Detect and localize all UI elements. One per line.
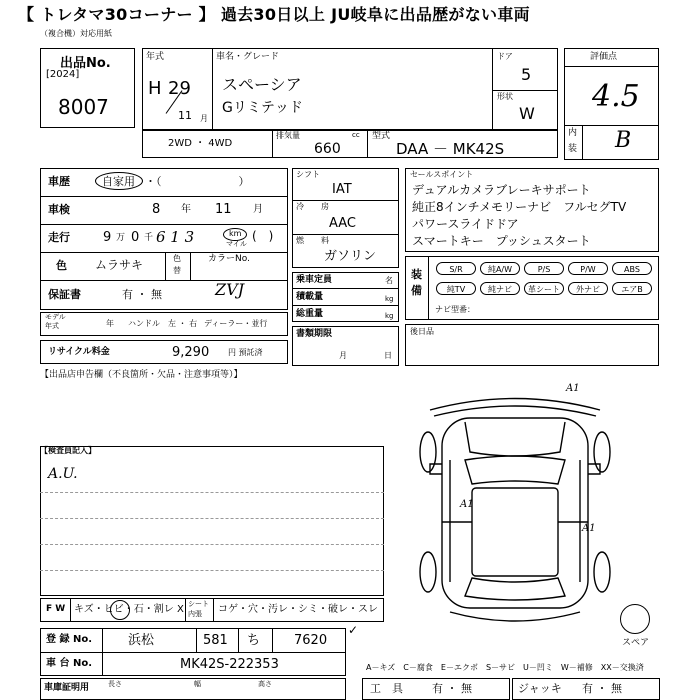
expiry-label: 書類期限 xyxy=(296,329,333,339)
grade-name: Gリミテッド xyxy=(222,100,303,116)
year-month: 11 xyxy=(178,109,192,122)
door-value: 5 xyxy=(521,65,532,84)
mileage-hand: 6 1 3 xyxy=(156,228,195,246)
fw-seat-label-1: シート xyxy=(188,600,209,608)
diagram-hood xyxy=(465,422,565,456)
diagram-wheel-fl xyxy=(420,432,436,472)
registration-class: 581 xyxy=(203,633,228,648)
diagram-front-bumper xyxy=(430,399,600,411)
chassis-label: 車 台 No. xyxy=(46,658,93,669)
warranty-options: 有 ・ 無 xyxy=(122,288,162,301)
type-value: DAA － MK42S xyxy=(396,140,505,158)
equipment-option: P/S xyxy=(524,262,564,275)
recycle-value: 9,290 xyxy=(172,345,210,360)
diagram-mark-3: A1 xyxy=(582,523,596,534)
shape-value: W xyxy=(519,104,535,123)
registration-number: 7620 xyxy=(294,633,328,648)
displacement-value: 660 xyxy=(314,141,341,157)
sales-line-4: スマートキー プッシュスタート xyxy=(412,234,591,248)
seller-note-label: 【出品店申告欄（不良箇所・欠品・注意事項等）】 xyxy=(40,370,243,380)
tools-label: 工 具 xyxy=(370,682,403,695)
year-month-unit: 月 xyxy=(200,114,208,123)
registration-kana: ち xyxy=(247,633,261,648)
capacity-label: 乗車定員 xyxy=(296,275,333,285)
diagram-front-bumper-inner xyxy=(434,406,596,416)
mileage-paren: ( ) xyxy=(252,229,274,243)
spare-label: スペア xyxy=(622,638,650,648)
sales-line-3: パワースライドドア xyxy=(412,217,519,231)
interior-label-2: 装 xyxy=(568,144,578,154)
fw-seat-label-2: 内張 xyxy=(188,610,202,618)
fuel-label-2: 料 xyxy=(321,236,329,245)
name-label: 車名・グレード xyxy=(216,52,280,62)
color-no-value: ZVJ xyxy=(215,280,245,299)
equipment-option: ABS xyxy=(612,262,652,275)
expiry-day-unit: 日 xyxy=(384,351,392,360)
registration-label: 登 録 No. xyxy=(46,634,93,645)
cert-width: 幅 xyxy=(194,680,201,688)
door-label: ドア xyxy=(497,52,513,61)
shift-value: IAT xyxy=(332,182,352,197)
year-label: 年式 xyxy=(146,52,165,62)
fuel-value: ガソリン xyxy=(324,249,377,264)
load-unit: kg xyxy=(385,295,394,303)
equipment-option: P/W xyxy=(568,262,608,275)
history-rest: ・（ ） xyxy=(145,175,250,188)
interior-label-1: 内 xyxy=(568,128,578,138)
fuel-label-1: 燃 xyxy=(296,236,304,245)
sales-line-1: デュアルカメラブレーキサポート xyxy=(412,183,591,197)
mileage-man-unit: 万 xyxy=(116,233,126,243)
displacement-unit: cc xyxy=(352,131,360,139)
fw-label: F W xyxy=(46,604,66,614)
fw-items: キズ・ヒビ・石・割レ X xyxy=(74,604,184,615)
diagram-mark-2: A1 xyxy=(460,499,474,510)
equipment-option: S/R xyxy=(436,262,476,275)
diagram-body-outline xyxy=(442,418,588,608)
inspection-label: 車検 xyxy=(48,203,70,216)
color-value: ムラサキ xyxy=(95,258,144,272)
score-label: 評価点 xyxy=(590,52,618,62)
inspector-box xyxy=(40,446,384,596)
inspection-year-unit: 年 xyxy=(181,204,191,215)
color-label: 色 xyxy=(56,259,67,272)
cert-label: 車庫証明用 xyxy=(44,683,90,693)
diagram-roof xyxy=(472,488,558,576)
load-label: 積載量 xyxy=(296,292,324,302)
jack-label: ジャッキ xyxy=(518,682,562,695)
sales-label: セールスポイント xyxy=(410,170,474,179)
ac-value: AAC xyxy=(329,216,356,231)
tools-options: 有 ・ 無 xyxy=(432,682,472,695)
mileage-mile: マイル xyxy=(226,240,247,248)
capacity-unit: 名 xyxy=(385,276,393,285)
handle-options: ハンドル 左 ・ 右 xyxy=(128,319,198,328)
fw-mark-circle xyxy=(110,600,130,620)
type-label: 型式 xyxy=(372,131,391,141)
diagram-wheel-rr xyxy=(594,552,610,592)
equipment-label-1: 装 xyxy=(411,268,422,281)
model-name: スペーシア xyxy=(222,75,302,94)
paper-note: （複合機）対応用紙 xyxy=(40,29,112,38)
history-label: 車歴 xyxy=(48,175,70,188)
score-value: 4.5 xyxy=(592,79,640,114)
dealer-options: ディーラー・並行 xyxy=(204,319,268,328)
interior-value: B xyxy=(615,128,632,153)
inspection-month-unit: 月 xyxy=(253,204,263,215)
lot-year-tag: [2024] xyxy=(46,69,80,80)
damage-legend: A－キズ C－腐食 E－エクボ S－サビ U－凹ミ W－補修 XX－交換済 xyxy=(366,663,644,672)
cert-length: 長さ xyxy=(108,680,122,688)
after-box xyxy=(405,324,659,366)
ac-label-2: 房 xyxy=(321,202,329,211)
lot-number: 8007 xyxy=(58,95,109,119)
after-label: 後日品 xyxy=(410,327,434,336)
equipment-option: 革シート xyxy=(524,282,564,295)
diagram-rear-bumper xyxy=(450,612,580,621)
equipment-label-2: 備 xyxy=(411,284,422,297)
registration-place: 浜松 xyxy=(128,633,155,648)
recycle-label: リサイクル料金 xyxy=(48,347,110,357)
inspection-year: 8 xyxy=(152,202,161,217)
jack-options: 有 ・ 無 xyxy=(582,682,622,695)
year-value: 29 xyxy=(168,78,191,99)
equipment-option: 純ナビ xyxy=(480,282,520,295)
inspection-month: 11 xyxy=(215,202,232,217)
diagram-rear-window xyxy=(465,578,565,600)
model-year-unit: 年 xyxy=(106,319,114,328)
drive-type: 2WD ・ 4WD xyxy=(168,138,233,149)
chassis-value: MK42S-222353 xyxy=(180,657,279,672)
gross-label: 総重量 xyxy=(296,309,324,319)
expiry-month-unit: 月 xyxy=(339,351,347,360)
model-year-label-1: モデル xyxy=(45,313,66,321)
diagram-windshield xyxy=(465,456,565,484)
equipment-option: 純TV xyxy=(436,282,476,295)
diagram-wheel-fr xyxy=(594,432,610,472)
mileage-sen: 0 xyxy=(131,230,140,245)
displacement-label: 排気量 xyxy=(276,131,300,140)
color-change-2: 替 xyxy=(173,266,181,275)
mileage-label: 走行 xyxy=(48,231,70,244)
gross-unit: kg xyxy=(385,312,394,320)
lot-label: 出品No. xyxy=(60,56,111,71)
model-year-label-2: 年式 xyxy=(45,322,59,330)
spare-tire-icon xyxy=(620,604,650,634)
history-value: 自家用 xyxy=(102,175,135,188)
shift-label: シフト xyxy=(296,170,320,179)
warranty-label: 保証書 xyxy=(48,288,81,301)
cert-height: 高さ xyxy=(258,680,272,688)
diagram-mark-1: A1 xyxy=(566,383,580,394)
color-change-1: 色 xyxy=(173,254,181,263)
banner-title: 【 トレタマ30コーナー 】 過去30日以上 JU岐阜に出品歴がない車両 xyxy=(18,5,530,24)
equipment-option: 純A/W xyxy=(480,262,520,275)
mileage-man: 9 xyxy=(103,230,112,245)
fw-seat-items: コゲ・穴・汚レ・シミ・破レ・スレ xyxy=(218,604,378,615)
inspector-label: 【検査員記入】 xyxy=(40,446,96,455)
inspector-note-value: A.U. xyxy=(48,466,78,482)
navi-model-label: ナビ型番： xyxy=(435,305,475,314)
sales-line-2: 純正8インチメモリーナビ フルセグTV xyxy=(412,200,627,214)
equipment-option: 外ナビ xyxy=(568,282,608,295)
mileage-sen-unit: 千 xyxy=(144,233,154,243)
recycle-unit: 円 預託済 xyxy=(228,348,263,357)
car-damage-diagram xyxy=(410,382,620,632)
check-mark: ✓ xyxy=(348,623,359,637)
equipment-option: エアB xyxy=(612,282,652,295)
year-era: H xyxy=(148,78,162,99)
diagram-wheel-rl xyxy=(420,552,436,592)
mileage-km: km xyxy=(229,229,242,238)
shape-label: 形状 xyxy=(497,92,513,101)
color-no-label: カラーNo. xyxy=(208,254,250,264)
ac-label-1: 冷 xyxy=(296,202,304,211)
